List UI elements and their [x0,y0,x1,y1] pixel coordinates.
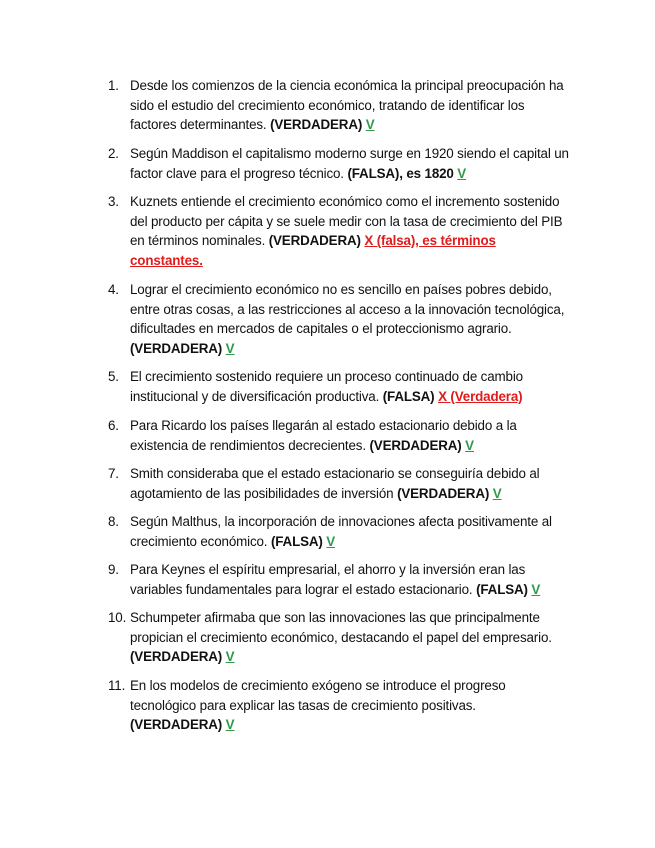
item-number: 6. [108,418,119,433]
answer-label: (VERDADERA) [369,437,462,453]
item-number: 7. [108,466,119,481]
question-text: El crecimiento sostenido requiere un proceso continuado de cambio institucional y de diversificación productiva. [130,369,523,404]
item-number: 5. [108,369,119,384]
question-text: Desde los comienzos de la ciencia económica la principal preocupación ha sido el estudio del crecimiento económico, tratando de identificar los factores determinantes. [130,78,564,133]
answer-label: (VERDADERA) [130,717,223,733]
incorrect-mark: X (Verdadera) [438,388,523,404]
item-number: 8. [108,514,119,529]
question-item-9 [108,560,570,599]
incorrect-mark: X (falsa), es términos constantes. [130,233,496,268]
item-number: 9. [108,562,119,577]
question-item-6 [108,416,570,455]
question-text: Según Malthus, la incorporación de innovaciones afecta positivamente al crecimiento económico. [130,514,552,549]
item-number: 4. [108,282,119,297]
item-number: 11. [108,678,126,693]
answer-label: (FALSA) [382,388,435,404]
correct-mark: V [326,533,336,549]
question-item-10 [108,608,570,667]
item-number: 10. [108,610,127,625]
question-item-7 [108,464,570,503]
correct-mark: V [531,581,541,597]
correct-mark: V [225,717,235,733]
item-number: 1. [108,78,119,93]
question-item-2 [108,144,570,183]
question-text: Schumpeter afirmaba que son las innovaciones las que principalmente propician el crecimiento económico, destacando el papel del empresario. [130,610,552,645]
item-number: 3. [108,194,119,209]
question-item-3 [108,192,570,270]
correct-mark: V [465,437,474,453]
question-text: Según Maddison el capitalismo moderno surge en 1920 siendo el capital un factor clave para el progreso técnico. [130,146,569,181]
answer-label: (VERDADERA) [397,485,490,501]
item-number: 2. [108,146,119,161]
correct-mark: V [457,165,467,181]
question-text: Kuznets entiende el crecimiento económico como el incremento sostenido del producto per cápita y se suele medir con la tasa de crecimiento del PIB en términos nominales. [130,194,563,249]
answer-label: (VERDADERA) [130,649,223,665]
question-text: En los modelos de crecimiento exógeno se introduce el progreso tecnológico para explicar las tasas de crecimiento positivas. [130,678,506,713]
question-item-11 [108,676,570,735]
correct-mark: V [225,649,235,665]
answer-label: (FALSA), es 1820 [347,165,454,181]
correct-mark: V [365,117,375,133]
correct-mark: V [225,340,235,356]
answer-label: (VERDADERA) [130,340,223,356]
question-text: Para Ricardo los países llegarán al estado estacionario debido a la existencia de rendimientos decrecientes. [130,418,517,453]
answer-label: (VERDADERA) [268,233,361,249]
question-item-5 [108,367,570,406]
question-text: Smith consideraba que el estado estacionario se conseguiría debido al agotamiento de las posibilidades de inversión [130,466,540,501]
correct-mark: V [492,485,502,501]
question-text: Lograr el crecimiento económico no es sencillo en países pobres debido, entre otras cosas, a las restricciones al acceso a la innovación tecnológica, dificultades en mercados de capitales o el proteccionismo agrario. [130,282,565,337]
question-text: Para Keynes el espíritu empresarial, el ahorro y la inversión eran las variables fundamentales para lograr el estado estacionario. [130,562,526,597]
answer-label: (FALSA) [476,581,528,597]
answer-label: (VERDADERA) [270,117,363,133]
answer-label: (FALSA) [270,533,323,549]
question-item-8 [108,512,570,551]
question-item-4 [108,280,570,358]
question-item-1 [108,76,570,135]
